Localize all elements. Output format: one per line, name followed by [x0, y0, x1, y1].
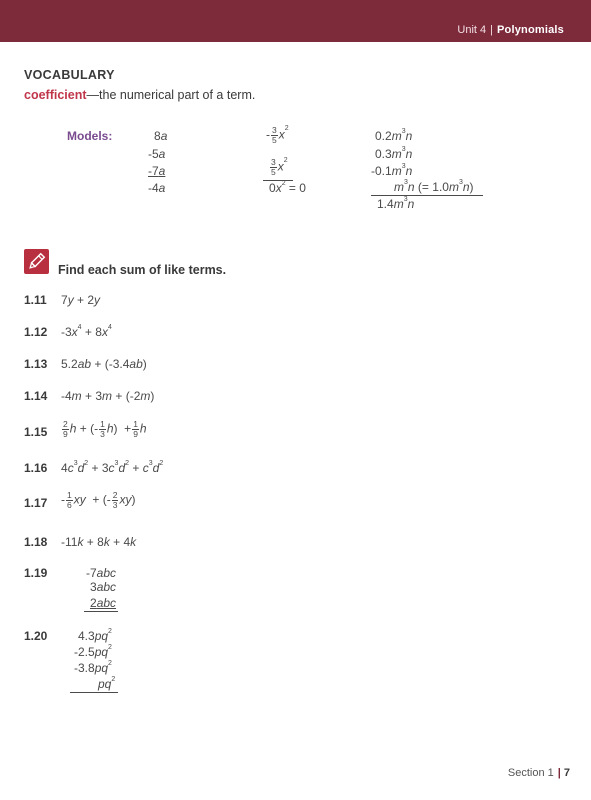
model1-result: -4a — [148, 181, 166, 195]
footer-separator: | — [557, 767, 561, 779]
problem-number: 1.16 — [24, 461, 48, 475]
model3-sum-line — [371, 195, 483, 196]
problem-number: 1.19 — [24, 566, 48, 580]
problem-1-20-line3: $-3.8pq^2$ — [74, 660, 112, 675]
problem-1-20-line1: $4.3pq^2$ — [78, 628, 112, 643]
vocabulary-definition: —the numerical part of a term. — [86, 88, 256, 102]
problem-number: 1.12 — [24, 325, 48, 339]
problem-1-20-sum-line — [70, 692, 118, 693]
problem-expression-1-11: 7y + 2y — [61, 293, 101, 307]
model3-line2: $0.3m^3n$ — [375, 146, 413, 161]
model2-line1: - $\frac{3}{5}$ $x^2$ — [266, 125, 289, 145]
problem-1-19-line3: 2abc — [90, 596, 117, 610]
header-text — [457, 24, 564, 36]
problem-number: 1.15 — [24, 425, 48, 439]
page-header-bar — [0, 0, 591, 42]
unit-title: Polynomials — [497, 24, 564, 36]
problem-1-19-sum-line — [84, 611, 118, 612]
page-footer — [508, 767, 570, 779]
unit-label: Unit 4 — [457, 24, 487, 36]
model3-line3: $-0.1m^3n$ — [371, 163, 413, 178]
footer-section: Section 1 — [507, 767, 554, 779]
problem-1-19-line2: 3abc — [90, 580, 117, 594]
models-label: Models: — [67, 129, 113, 143]
problem-number: 1.18 — [24, 535, 48, 549]
vocabulary-heading: VOCABULARY — [24, 68, 115, 82]
header-separator: | — [490, 24, 493, 36]
problem-number: 1.17 — [24, 496, 48, 510]
problem-expression-1-15: $\frac{2}{9}$ h + (- $\frac{1}{3}$ h) + $\frac{1}{9}$ h — [63, 419, 147, 439]
problem-expression-1-14: -4m + 3m + (-2m) — [61, 389, 155, 403]
problem-number: 1.13 — [24, 357, 48, 371]
page-number: 7 — [563, 767, 570, 779]
model3-line1: $0.2m^3n$ — [375, 128, 413, 143]
vocabulary-definition-line — [24, 88, 255, 102]
problem-number: 1.14 — [24, 389, 48, 403]
problem-expression-1-17: - $\frac{1}{6}$ xy + (- $\frac{2}{3}$ xy) — [61, 490, 136, 510]
model1-line2: -5a — [148, 147, 166, 161]
problem-1-19-line1: -7abc — [86, 566, 117, 580]
problem-number: 1.20 — [24, 629, 48, 643]
model2-result: $0x^2 = 0$ — [269, 180, 306, 195]
problem-number: 1.11 — [24, 293, 47, 307]
problem-expression-1-16: $4c^3d^2 + 3c^3d^2 + c^3d^2$ — [61, 460, 164, 475]
vocabulary-term: coefficient — [24, 88, 87, 102]
model3-result: $1.4m^3n$ — [377, 196, 415, 211]
pencil-icon — [24, 249, 49, 274]
activity-instruction: Find each sum of like terms. — [58, 263, 227, 277]
problem-1-20-line4: $pq^2$ — [98, 676, 116, 691]
problem-expression-1-12: $-3x^4 + 8x^4$ — [61, 324, 112, 339]
model3-line4: $m^3n$ (= $1.0m^3n$) — [394, 179, 474, 194]
model1-line3: -7a — [148, 164, 166, 178]
problem-expression-1-13: 5.2ab + (-3.4ab) — [61, 357, 147, 371]
problem-1-20-line2: $-2.5pq^2$ — [74, 644, 112, 659]
problem-expression-1-18: -11k + 8k + 4k — [61, 535, 137, 549]
model2-line2: $\frac{3}{5}$ $x^2$ — [271, 157, 288, 177]
model1-line1: 8a — [154, 129, 168, 143]
